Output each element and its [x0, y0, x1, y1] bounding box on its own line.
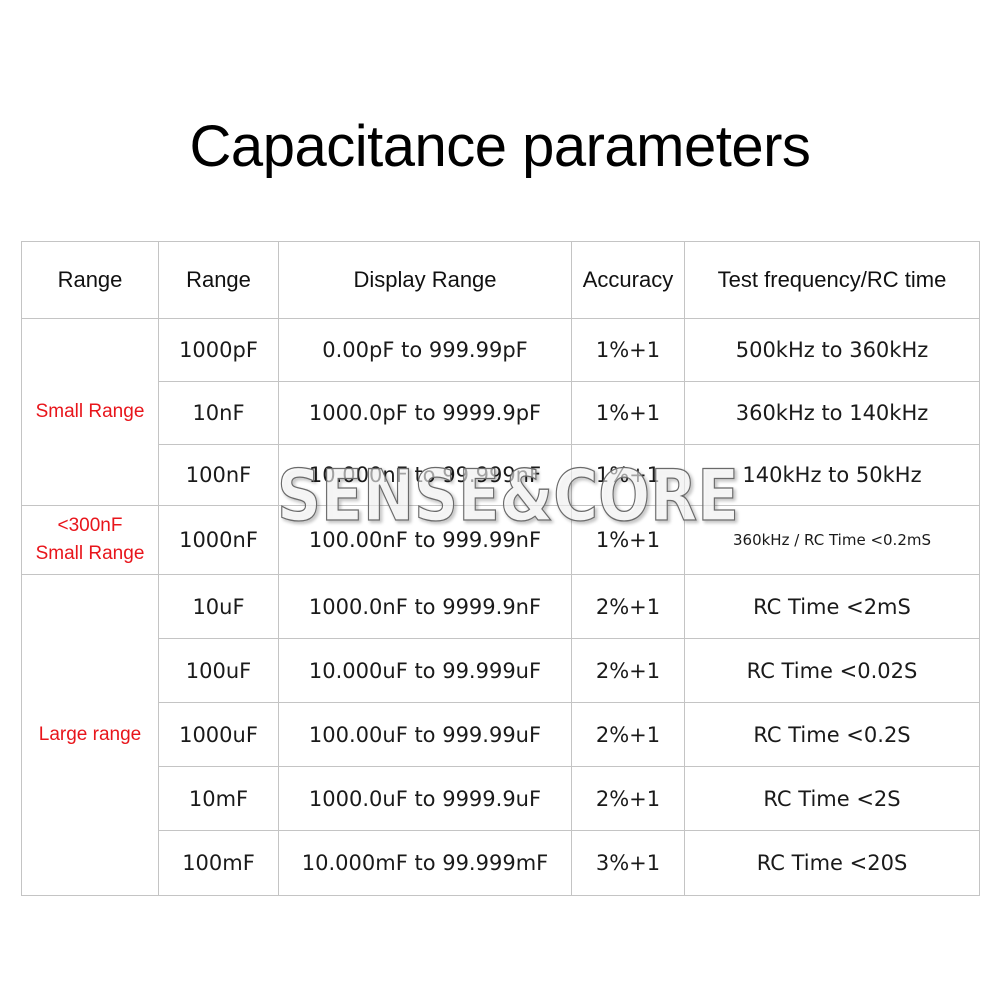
- page-title: Capacitance parameters: [189, 114, 811, 179]
- table-row: [22, 767, 980, 831]
- cell-test-frequency: RC Time <2S: [685, 767, 980, 831]
- column-header-accuracy: Accuracy: [572, 242, 685, 319]
- cell-display-range: 10.000mF to 99.999mF: [279, 831, 572, 896]
- table-row: [22, 703, 980, 767]
- table-row: [22, 445, 980, 506]
- cell-range: 100mF: [159, 831, 279, 896]
- table-row: [22, 575, 980, 639]
- group-label-line-1: <300nF: [57, 515, 123, 536]
- cell-display-range: 10.000uF to 99.999uF: [279, 639, 572, 703]
- cell-range: 100nF: [159, 445, 279, 506]
- cell-test-frequency: RC Time <2mS: [685, 575, 980, 639]
- cell-range: 100uF: [159, 639, 279, 703]
- cell-display-range: 1000.0uF to 9999.9uF: [279, 767, 572, 831]
- table-header-row: [22, 242, 980, 319]
- table-row: [22, 319, 980, 382]
- capacitance-parameters-table: [21, 241, 980, 896]
- cell-range: 10nF: [159, 382, 279, 445]
- column-header-display-range: Display Range: [279, 242, 572, 319]
- cell-test-frequency: 140kHz to 50kHz: [685, 445, 980, 506]
- cell-accuracy: 2%+1: [572, 639, 685, 703]
- group-label-small-range: Small Range: [22, 319, 159, 506]
- cell-test-frequency: RC Time <0.02S: [685, 639, 980, 703]
- table-row: [22, 382, 980, 445]
- cell-display-range: 10.000nF to 99.999nF: [279, 445, 572, 506]
- column-header-range: Range: [159, 242, 279, 319]
- column-header-test-frequency: Test frequency/RC time: [685, 242, 980, 319]
- column-header-group: Range: [22, 242, 159, 319]
- group-label-sub-300nf: [22, 506, 159, 575]
- cell-range: 1000pF: [159, 319, 279, 382]
- watermark-text: SENSE&CORE: [277, 455, 739, 537]
- cell-display-range: 1000.0nF to 9999.9nF: [279, 575, 572, 639]
- cell-accuracy: 1%+1: [572, 382, 685, 445]
- cell-display-range: 0.00pF to 999.99pF: [279, 319, 572, 382]
- cell-range: 1000nF: [159, 506, 279, 575]
- cell-test-frequency: 360kHz / RC Time <0.2mS: [685, 506, 980, 575]
- cell-test-frequency: RC Time <20S: [685, 831, 980, 896]
- cell-display-range: 100.00uF to 999.99uF: [279, 703, 572, 767]
- cell-range: 10uF: [159, 575, 279, 639]
- cell-accuracy: 3%+1: [572, 831, 685, 896]
- cell-accuracy: 1%+1: [572, 506, 685, 575]
- cell-test-frequency: RC Time <0.2S: [685, 703, 980, 767]
- table-row: [22, 506, 980, 575]
- cell-range: 1000uF: [159, 703, 279, 767]
- cell-display-range: 1000.0pF to 9999.9pF: [279, 382, 572, 445]
- cell-test-frequency: 500kHz to 360kHz: [685, 319, 980, 382]
- cell-accuracy: 2%+1: [572, 703, 685, 767]
- cell-accuracy: 1%+1: [572, 445, 685, 506]
- table-row: [22, 831, 980, 896]
- table-row: [22, 639, 980, 703]
- cell-accuracy: 2%+1: [572, 767, 685, 831]
- group-label-line-2: Small Range: [35, 543, 145, 564]
- group-label-large-range: Large range: [22, 575, 159, 896]
- cell-test-frequency: 360kHz to 140kHz: [685, 382, 980, 445]
- cell-accuracy: 1%+1: [572, 319, 685, 382]
- cell-accuracy: 2%+1: [572, 575, 685, 639]
- cell-display-range: 100.00nF to 999.99nF: [279, 506, 572, 575]
- cell-range: 10mF: [159, 767, 279, 831]
